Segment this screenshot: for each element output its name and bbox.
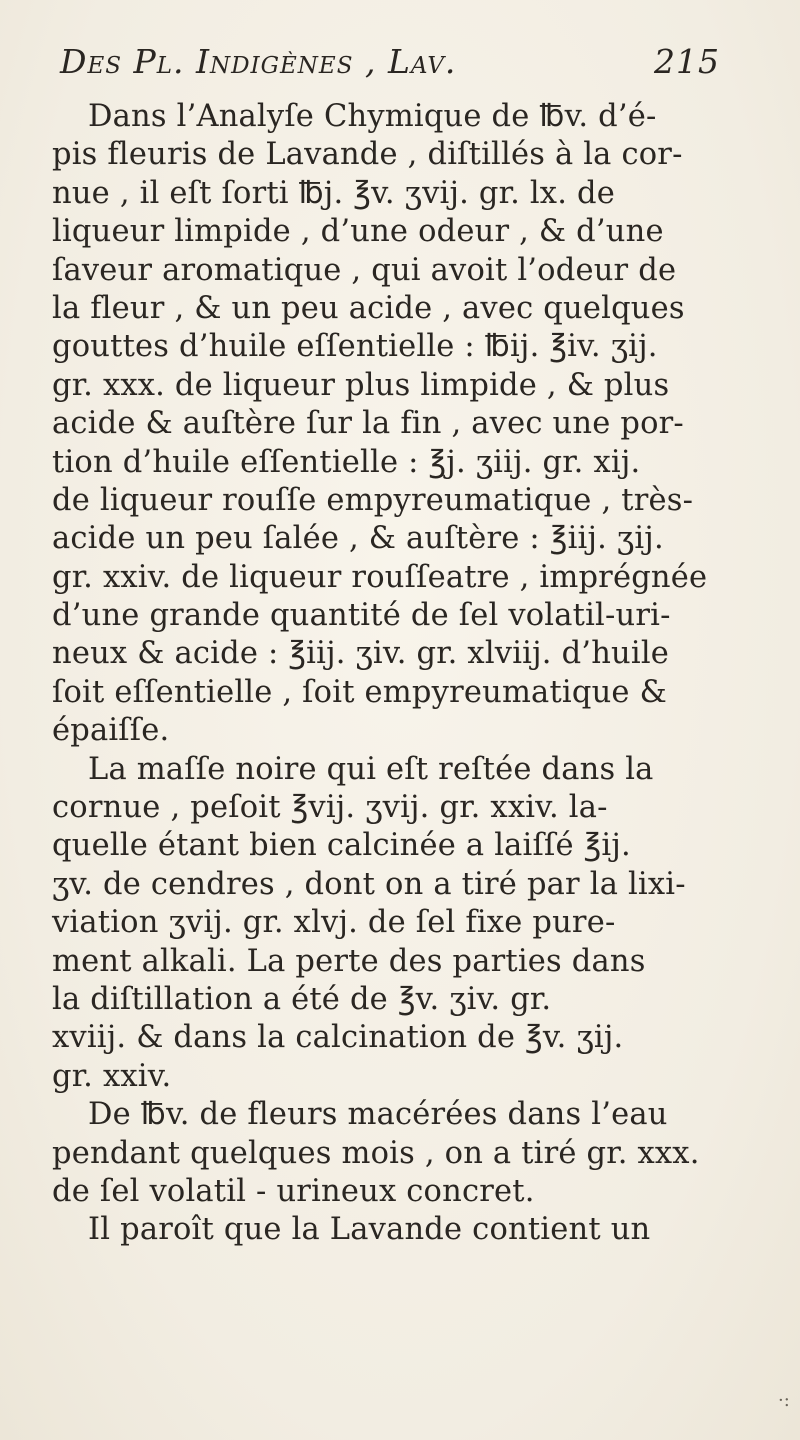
text-line: xviij. & dans la calcination de ℥v. ʒij. xyxy=(52,1020,624,1056)
text-line: nue , il eſt ſorti ℔j. ℥v. ʒvij. gr. lx. de xyxy=(52,175,615,211)
text-line: de liqueur rouſſe empyreumatique , très- xyxy=(52,482,694,518)
text-line: acide un peu ſalée , & auſtère : ℥iij. ʒij. xyxy=(52,521,664,557)
text-line: Dans l’Analyſe Chymique de ℔v. d’é- xyxy=(88,99,657,134)
text-line: neux & acide : ℥iij. ʒiv. gr. xlviij. d’huile xyxy=(52,636,670,672)
text-line: cornue , peſoit ℥vij. ʒvij. gr. xxiv. la- xyxy=(52,790,608,826)
running-head: Des Pl. Indigènes , Lav. xyxy=(60,42,457,81)
text-line: acide & auſtère ſur la fin , avec une por- xyxy=(52,406,684,442)
text-line: de ſel volatil - urineux concret. xyxy=(52,1173,535,1209)
text-line: Il paroît que la Lavande contient un xyxy=(88,1212,651,1248)
text-line: viation ʒvij. gr. xlvj. de ſel fixe pure- xyxy=(52,905,616,941)
text-line: la diſtillation a été de ℥v. ʒiv. gr. xyxy=(52,981,552,1017)
text-line: gr. xxiv. xyxy=(52,1058,172,1094)
text-line: gr. xxiv. de liqueur rouſſeatre , imprégnée xyxy=(52,559,708,595)
text-line: ment alkali. La perte des parties dans xyxy=(52,943,646,979)
body-text xyxy=(52,98,742,1250)
text-line: ſoit eſſentielle , ſoit empyreumatique & xyxy=(52,674,667,710)
text-line: ſaveur aromatique , qui avoit l’odeur de xyxy=(52,252,677,288)
text-line: quelle étant bien calcinée a laiſſé ℥ij. xyxy=(52,828,631,864)
text-line: liqueur limpide , d’une odeur , & d’une xyxy=(52,214,664,250)
text-line: gouttes d’huile eſſentielle : ℔ij. ℥iv. ʒij. xyxy=(52,329,658,365)
footer-mark: ·: xyxy=(778,1390,790,1411)
text-line: tion d’huile eſſentielle : ℥j. ʒiij. gr. xij. xyxy=(52,444,641,480)
text-line: ʒv. de cendres , dont on a tiré par la lixi- xyxy=(52,866,686,902)
text-line: d’une grande quantité de ſel volatil-uri- xyxy=(52,598,671,634)
text-line: épaiſſe. xyxy=(52,713,170,749)
page-header xyxy=(60,42,720,82)
text-line: la fleur , & un peu acide , avec quelques xyxy=(52,290,685,326)
text-line: La maſſe noire qui eſt reſtée dans la xyxy=(88,751,654,787)
page-number: 215 xyxy=(654,42,720,81)
text-line: gr. xxx. de liqueur plus limpide , & plus xyxy=(52,367,670,403)
text-line: pis fleuris de Lavande , diſtillés à la cor- xyxy=(52,137,683,173)
text-line: De ℔v. de fleurs macérées dans l’eau xyxy=(88,1097,668,1133)
text-line: pendant quelques mois , on a tiré gr. xxx. xyxy=(52,1135,700,1171)
